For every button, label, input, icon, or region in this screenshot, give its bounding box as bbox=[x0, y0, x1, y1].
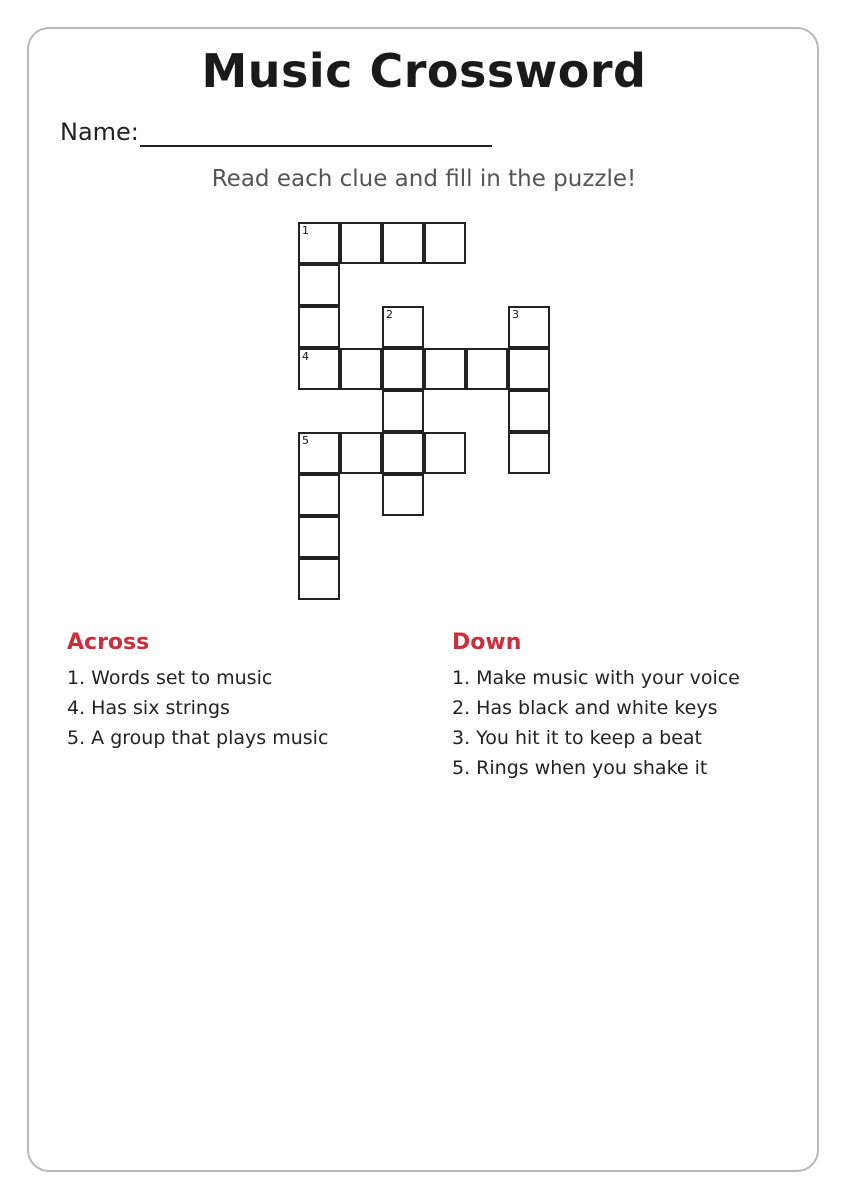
across-clue-list bbox=[67, 663, 328, 753]
crossword-cell[interactable] bbox=[340, 348, 382, 390]
crossword-cell[interactable] bbox=[298, 432, 340, 474]
crossword-cell[interactable] bbox=[382, 222, 424, 264]
crossword-cell[interactable] bbox=[298, 474, 340, 516]
down-heading: Down bbox=[452, 630, 522, 655]
crossword-cell[interactable] bbox=[382, 432, 424, 474]
crossword-cell[interactable] bbox=[508, 390, 550, 432]
crossword-cell[interactable] bbox=[298, 222, 340, 264]
down-clue: 2. Has black and white keys bbox=[452, 697, 718, 719]
name-label: Name: bbox=[60, 118, 139, 146]
crossword-cell[interactable] bbox=[298, 264, 340, 306]
crossword-cell[interactable] bbox=[298, 516, 340, 558]
across-clue: 1. Words set to music bbox=[67, 667, 273, 689]
clue-number: 5 bbox=[302, 434, 309, 447]
crossword-cell[interactable] bbox=[298, 558, 340, 600]
crossword-cell[interactable] bbox=[298, 348, 340, 390]
clue-number: 2 bbox=[386, 308, 393, 321]
crossword-cell[interactable] bbox=[424, 432, 466, 474]
crossword-cell[interactable] bbox=[466, 348, 508, 390]
crossword-cell[interactable] bbox=[508, 306, 550, 348]
clue-number: 3 bbox=[512, 308, 519, 321]
crossword-cell[interactable] bbox=[508, 432, 550, 474]
clue-number: 1 bbox=[302, 224, 309, 237]
crossword-cell[interactable] bbox=[340, 222, 382, 264]
crossword-cell[interactable] bbox=[382, 306, 424, 348]
down-clue: 5. Rings when you shake it bbox=[452, 757, 708, 779]
name-input-line[interactable] bbox=[140, 145, 492, 147]
crossword-cell[interactable] bbox=[508, 348, 550, 390]
across-clue: 4. Has six strings bbox=[67, 697, 230, 719]
page-title: Music Crossword bbox=[201, 44, 647, 98]
across-clue: 5. A group that plays music bbox=[67, 727, 329, 749]
crossword-cell[interactable] bbox=[424, 348, 466, 390]
down-clue-list bbox=[452, 663, 740, 783]
clue-number: 4 bbox=[302, 350, 309, 363]
crossword-cell[interactable] bbox=[340, 432, 382, 474]
crossword-cell[interactable] bbox=[382, 348, 424, 390]
down-clue: 3. You hit it to keep a beat bbox=[452, 727, 702, 749]
instructions: Read each clue and fill in the puzzle! bbox=[211, 166, 637, 192]
page-border bbox=[27, 27, 819, 1172]
crossword-cell[interactable] bbox=[382, 474, 424, 516]
crossword-cell[interactable] bbox=[382, 390, 424, 432]
down-clue: 1. Make music with your voice bbox=[452, 667, 740, 689]
crossword-cell[interactable] bbox=[424, 222, 466, 264]
crossword-cell[interactable] bbox=[298, 306, 340, 348]
across-heading: Across bbox=[67, 630, 150, 655]
